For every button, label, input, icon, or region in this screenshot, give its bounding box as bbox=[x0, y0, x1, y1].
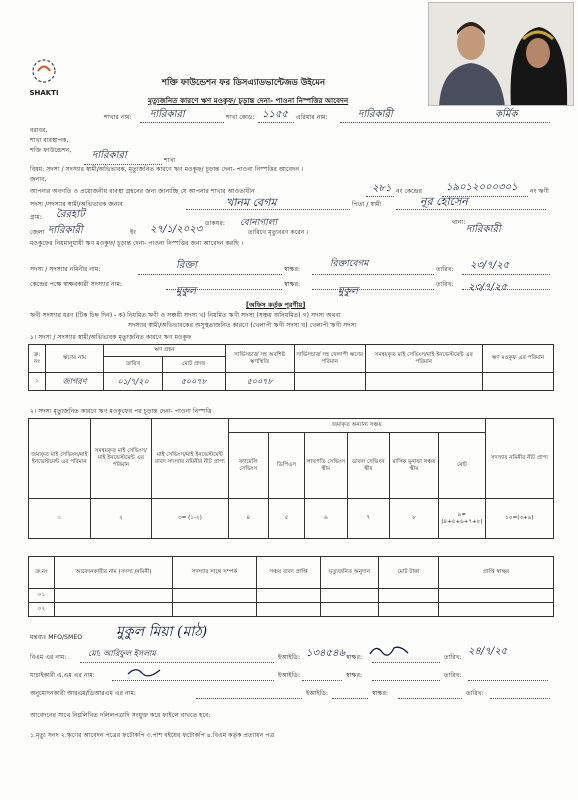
logo-text: SHAKTI bbox=[29, 88, 59, 97]
center-no-value: ১৯০১২০০০৩০১ bbox=[446, 182, 518, 193]
bm-signature-mark bbox=[368, 642, 412, 658]
col-total-taka: মোট টাকা bbox=[379, 557, 439, 589]
col-amount: মোট প্রদত্ত bbox=[162, 357, 225, 373]
date-label: ইং bbox=[130, 229, 136, 236]
bm-id-value: ১৩৪৫৪৬ bbox=[306, 648, 345, 659]
rm-name-line bbox=[196, 698, 302, 699]
letter-line2: সদস্য /সদস্যার স্বামী/অভিভাবক জনাব bbox=[30, 201, 123, 208]
table1-title: ১। সদস্য / সদস্যার স্বামী/অভিভাবক মৃত্যুজনিত কারণে ঋণ মওকুফ bbox=[30, 334, 192, 341]
rm-date-line bbox=[490, 698, 550, 699]
officer-signature-value: মুকুল bbox=[338, 286, 358, 297]
cell-overdue bbox=[294, 373, 365, 391]
col-waived: ঋণ মওকুফ এর পরিমান bbox=[482, 345, 553, 373]
letter-branch-value: দারিকারা bbox=[92, 150, 127, 161]
num-cell: ১০=(৩+৯) bbox=[485, 499, 553, 539]
member-name-value: খানম বেগম bbox=[226, 196, 277, 209]
applicant-photo bbox=[428, 2, 574, 106]
table-row bbox=[29, 499, 554, 539]
nominee-signature-label: স্বাক্ষর: bbox=[284, 266, 301, 273]
num-cell: ৯= (৪+৫+৬+৭+৮) bbox=[438, 499, 485, 539]
col-adjusted: সমন্বয়কৃত মাই সেভিংস/মাই ইনভেস্টমেন্ট এর পরিমান bbox=[365, 345, 482, 373]
rm-sig-label: স্বাক্ষর: bbox=[372, 690, 389, 697]
cell-amount: ৫০০৭৮ bbox=[162, 373, 225, 391]
am-sig-label: স্বাক্ষর: bbox=[346, 672, 363, 679]
letter-line1: আপনার অবগতি ও প্রয়োজনীয় ব্যবস্থা গ্রহনের জন্য জানাচ্ছি যে আপনার শাখার আওতাধীন bbox=[30, 188, 255, 195]
nominee-sig-line bbox=[312, 274, 434, 275]
am-sig-line bbox=[372, 680, 440, 681]
bm-id-label: ইআইডি: bbox=[278, 654, 301, 661]
officer-line bbox=[166, 289, 282, 290]
branch-name-value: দারিকারা bbox=[150, 109, 185, 120]
district-value: দারিকারী bbox=[48, 225, 83, 236]
col-loan-taken: ঋণ গ্রহন bbox=[104, 345, 225, 357]
letter-branch-suffix: শাখা bbox=[164, 157, 176, 164]
num-cell: ৩= (১-২) bbox=[152, 499, 228, 539]
cell-principal: ৫০০৭৮ bbox=[225, 373, 294, 391]
table-row bbox=[29, 589, 554, 603]
officer-signature-label: স্বাক্ষর: bbox=[284, 281, 301, 288]
post-label: ডাকঘর: bbox=[205, 220, 225, 227]
officer-label: কেন্দ্রের পক্ষে স্বাক্ষরকারী সদস্যার নাম: bbox=[30, 281, 122, 288]
letter-line1b: নং কেন্দ্রের bbox=[396, 188, 423, 195]
mfo-comment-value: মুকুল মিয়া (মাঠ) bbox=[116, 624, 208, 640]
branch-code-line bbox=[258, 122, 294, 123]
branch-code-value: ১১৫৫ bbox=[262, 109, 288, 120]
am-name-label: যাচাইকারী এ.এম এর নাম: bbox=[30, 672, 95, 679]
col-death-grant: মৃত্যুজনিত অনুদান bbox=[321, 557, 379, 589]
am-name-line bbox=[112, 680, 274, 681]
rm-id-label: ইআইডি: bbox=[306, 690, 329, 697]
thana-value: দারিকারী bbox=[466, 224, 501, 235]
cell-date: ০১/৭/২০ bbox=[104, 373, 163, 391]
branch-name-line bbox=[140, 122, 224, 123]
col-principal: সার্ভিসচার্জ সহ অবশিষ্ট ঋণস্থিতি bbox=[225, 345, 294, 373]
manager-label: শাখা ব্যবস্থাপক, bbox=[30, 137, 69, 144]
letter-line1c: নং ঋণী bbox=[530, 188, 549, 195]
office-heading: [অফিস কর্তৃক পূরণীয়] bbox=[246, 301, 306, 309]
am-date-line bbox=[468, 680, 548, 681]
docs-list: ১.মৃত্যু সনদ ২.ঋণের আবেদন পত্রের ফটোকপি ৩.পাশ বইয়ের ফটোকপি ৪.বিএম কর্তৃক প্রত্যায়ন পত্র bbox=[30, 732, 275, 739]
bm-date-label: তারিখ: bbox=[444, 654, 462, 661]
row-serial: ০২ bbox=[29, 603, 55, 617]
rm-date-label: তারিখ: bbox=[466, 690, 484, 697]
officer-date-line bbox=[462, 289, 550, 290]
cell-serial: ১ bbox=[29, 373, 46, 391]
cell-waived bbox=[482, 373, 553, 391]
nominee-date-value: ২৩/৭/২৫ bbox=[470, 260, 510, 271]
mfo-label: মন্তব্যঃ MFO/SMEO bbox=[30, 634, 83, 641]
member-type-line2: সদস্যার স্বামী/অভিভাবকের অসুস্থতাজনিত কারণে (খেলাপী ঋণী সদস্য ঘ) খেলাপী ঋণী সদস্য bbox=[128, 322, 357, 329]
post-value: বোনাগালা bbox=[240, 218, 278, 228]
row-serial: ০১ bbox=[29, 589, 55, 603]
am-id-line bbox=[302, 680, 342, 681]
form-title: মৃত্যুজনিত কারণে ঋণ মওকুফ/ চূড়ান্ত দেনা- পাওনা নিস্পত্তির আবেদন bbox=[148, 96, 349, 105]
shakti-logo bbox=[24, 56, 64, 100]
num-cell: ৬ bbox=[305, 499, 347, 539]
col-overdue: সার্ভিসচার্জ সহ খেলাপী ঋণের পরিমান bbox=[294, 345, 365, 373]
table-row bbox=[29, 603, 554, 617]
nominee-signature-value: রিক্তাবেগম bbox=[330, 259, 369, 269]
am-signature-mark bbox=[126, 664, 162, 678]
member-no-line bbox=[366, 196, 394, 197]
num-cell: ২ bbox=[90, 499, 152, 539]
father-value: নূর হোসেন bbox=[420, 195, 468, 208]
area-name-value-2: কর্মিক bbox=[495, 109, 518, 120]
date-suffix: তারিখে মৃত্যুবরণ করেন । bbox=[248, 229, 309, 236]
officer-date-value: ২৩/৭/২৫ bbox=[468, 282, 508, 293]
village-label: গ্রাম: bbox=[30, 214, 42, 221]
nominee-date-line bbox=[462, 274, 550, 275]
village-value: রৈরহাট bbox=[56, 209, 85, 220]
member-type-line: ঋণী সদস্যার ধরণ (টিক চিহ্ন দিন) - ক) নিয়মিত ঋণী ও সঞ্চয়ী সদস্য খ) নিয়মিত ঋণী সদস্য (সঞ্চয় অনিয়মিত) গ) সদস্য অথবা bbox=[30, 312, 341, 319]
father-label: পিতা / স্বামী bbox=[352, 201, 382, 208]
table-row bbox=[29, 373, 554, 391]
letter-branch-line bbox=[84, 164, 162, 165]
col-date: তারিখ bbox=[104, 357, 163, 373]
col-adjusted-savings: সমন্বয়কৃত মাই সেভিংস/মাই ইনভেস্টমেন্ট এর পরিমান bbox=[90, 419, 152, 499]
col-relation: সদস্যার সাথে সম্পর্ক bbox=[173, 557, 257, 589]
foundation-label: শক্তি ফাউন্ডেশন, bbox=[30, 147, 72, 154]
col-savings-receipt: সঞ্চয় বাবদ প্রাপ্তি bbox=[257, 557, 321, 589]
col-total: মোট bbox=[438, 433, 485, 499]
father-line bbox=[396, 209, 546, 210]
docs-heading: আবেদনের সাথে নিম্নলিখিত দলিলপত্রাদি সংযুক্ত করে ফাইলে রাখতে হবে: bbox=[30, 712, 211, 719]
nominee-date-label: তারিখ: bbox=[436, 266, 454, 273]
col-deposited-savings: জমাকৃত মাই সেভিংস/মাই ইনভেস্টমেন্ট এর পরিমান bbox=[29, 419, 91, 499]
rm-name-label: অনুমোদনকারী আরএম/ডিআরএম এর নাম: bbox=[30, 690, 136, 697]
num-cell: ৫ bbox=[269, 499, 305, 539]
branch-code-label: শাখা কোড: bbox=[226, 114, 255, 121]
col-double-savings: ডাবল সেভিংস স্কীম bbox=[347, 433, 389, 499]
line-rules: মওকুফের নিয়মানুযায়ী ঋণ মওকুফ/ চূড়ান্ত দেনা- পাওনা নিস্পত্তির জন্য আবেদন করছি । bbox=[30, 240, 244, 247]
shakti-logo-icon bbox=[24, 56, 64, 86]
bm-name-line bbox=[80, 662, 274, 663]
col-net-savings: মাই সেভিংস/মাই ইনভেস্টমেন্ট বাবদ সদস্যার নমিনীর নীট প্রাপ্য bbox=[152, 419, 228, 499]
settlement-table bbox=[28, 418, 554, 539]
num-cell: ৪ bbox=[228, 499, 268, 539]
salutation: জনাব, bbox=[30, 176, 47, 183]
receipt-table bbox=[28, 556, 554, 617]
org-name: শক্তি ফাউন্ডেশন ফর ডিসএ্যাডভান্টেজড উইমেন bbox=[162, 78, 326, 88]
col-serial: ক্র: নং bbox=[29, 345, 46, 373]
rm-id-line bbox=[332, 698, 368, 699]
cell-loan-name: জাগরণ bbox=[45, 373, 104, 391]
district-label: জেলা bbox=[30, 229, 45, 236]
area-name-value: দারিকারী bbox=[358, 109, 393, 120]
num-cell: ৮ bbox=[390, 499, 439, 539]
col-monthly-profit: মাসিক মুনাফা সঞ্চয় স্কীম bbox=[390, 433, 439, 499]
member-name-line bbox=[186, 209, 350, 210]
col-other-savings: জমাকৃত অন্যান্য সঞ্চয় bbox=[228, 419, 485, 433]
col-nominee-net: সদস্যার নমিনীর নীট প্রাপ্য bbox=[485, 419, 553, 499]
member-no-value: ২৮১ bbox=[372, 183, 392, 194]
num-cell: ১ bbox=[29, 499, 91, 539]
am-date-label: তারিখ: bbox=[444, 672, 462, 679]
center-no-line bbox=[442, 196, 528, 197]
bm-date-value: ২৪/৭/২৫ bbox=[468, 646, 508, 657]
table2-title: ২। সদস্য মৃত্যুজনিত কারণে ঋণ মওকুফের পর চূড়ান্ত দেনা- পাওনা নিস্পত্তি bbox=[30, 408, 212, 415]
loan-waiver-table bbox=[28, 344, 554, 391]
officer-sig-line bbox=[312, 289, 434, 290]
col-applicant-name: আবেদনকারীর নাম (সদস্য /নমিনী) bbox=[55, 557, 173, 589]
area-name-line bbox=[340, 122, 550, 123]
col-loan-name: ঋণের নাম bbox=[45, 345, 104, 373]
officer-name-value: মুকুল bbox=[176, 286, 196, 297]
bm-sig-label: স্বাক্ষর: bbox=[346, 654, 363, 661]
bm-name-value: মো: আরিফুল ইসলাম bbox=[88, 649, 156, 658]
nominee-value: রিক্তা bbox=[176, 260, 197, 271]
col-family-savings: ফ্যামেলি সেভিংস bbox=[228, 433, 268, 499]
bm-sig-line bbox=[372, 662, 440, 663]
rm-sig-line bbox=[398, 698, 462, 699]
am-id-label: ইআইডি: bbox=[278, 672, 301, 679]
bm-name-label: বিএম এর নাম: bbox=[30, 654, 67, 661]
death-date-value: ২৭/১/২০২৩ bbox=[150, 224, 203, 235]
branch-name-label: শাখার নাম: bbox=[104, 114, 132, 121]
officer-date-label: তারিখ: bbox=[436, 281, 454, 288]
cell-adjusted bbox=[365, 373, 482, 391]
nominee-label: সদস্য / সদস্যার নমিনীর নাম: bbox=[30, 266, 101, 273]
to-label: বরাবর, bbox=[30, 127, 48, 134]
col-serial: ক্র:নং bbox=[29, 557, 55, 589]
col-receipt-sign: প্রাপ্তি স্বাক্ষর bbox=[439, 557, 554, 589]
nominee-line bbox=[138, 274, 282, 275]
col-lakhpati: লাখপতি সেভিংস স্কীম bbox=[305, 433, 347, 499]
col-dps: ডিপিএস bbox=[269, 433, 305, 499]
thana-label: থানা: bbox=[452, 219, 466, 226]
num-cell: ৭ bbox=[347, 499, 389, 539]
area-name-label: এরিয়ার নাম: bbox=[296, 114, 328, 121]
subject-line: বিষয়: সদস্য / সদস্যার স্বামী/অভিভাবক, মৃত্যুজনিত কারণে ঋণ মওকুফ/ চূড়ান্ত দেনা- পাওনা নিস্পত্তির আবেদন । bbox=[30, 166, 304, 173]
